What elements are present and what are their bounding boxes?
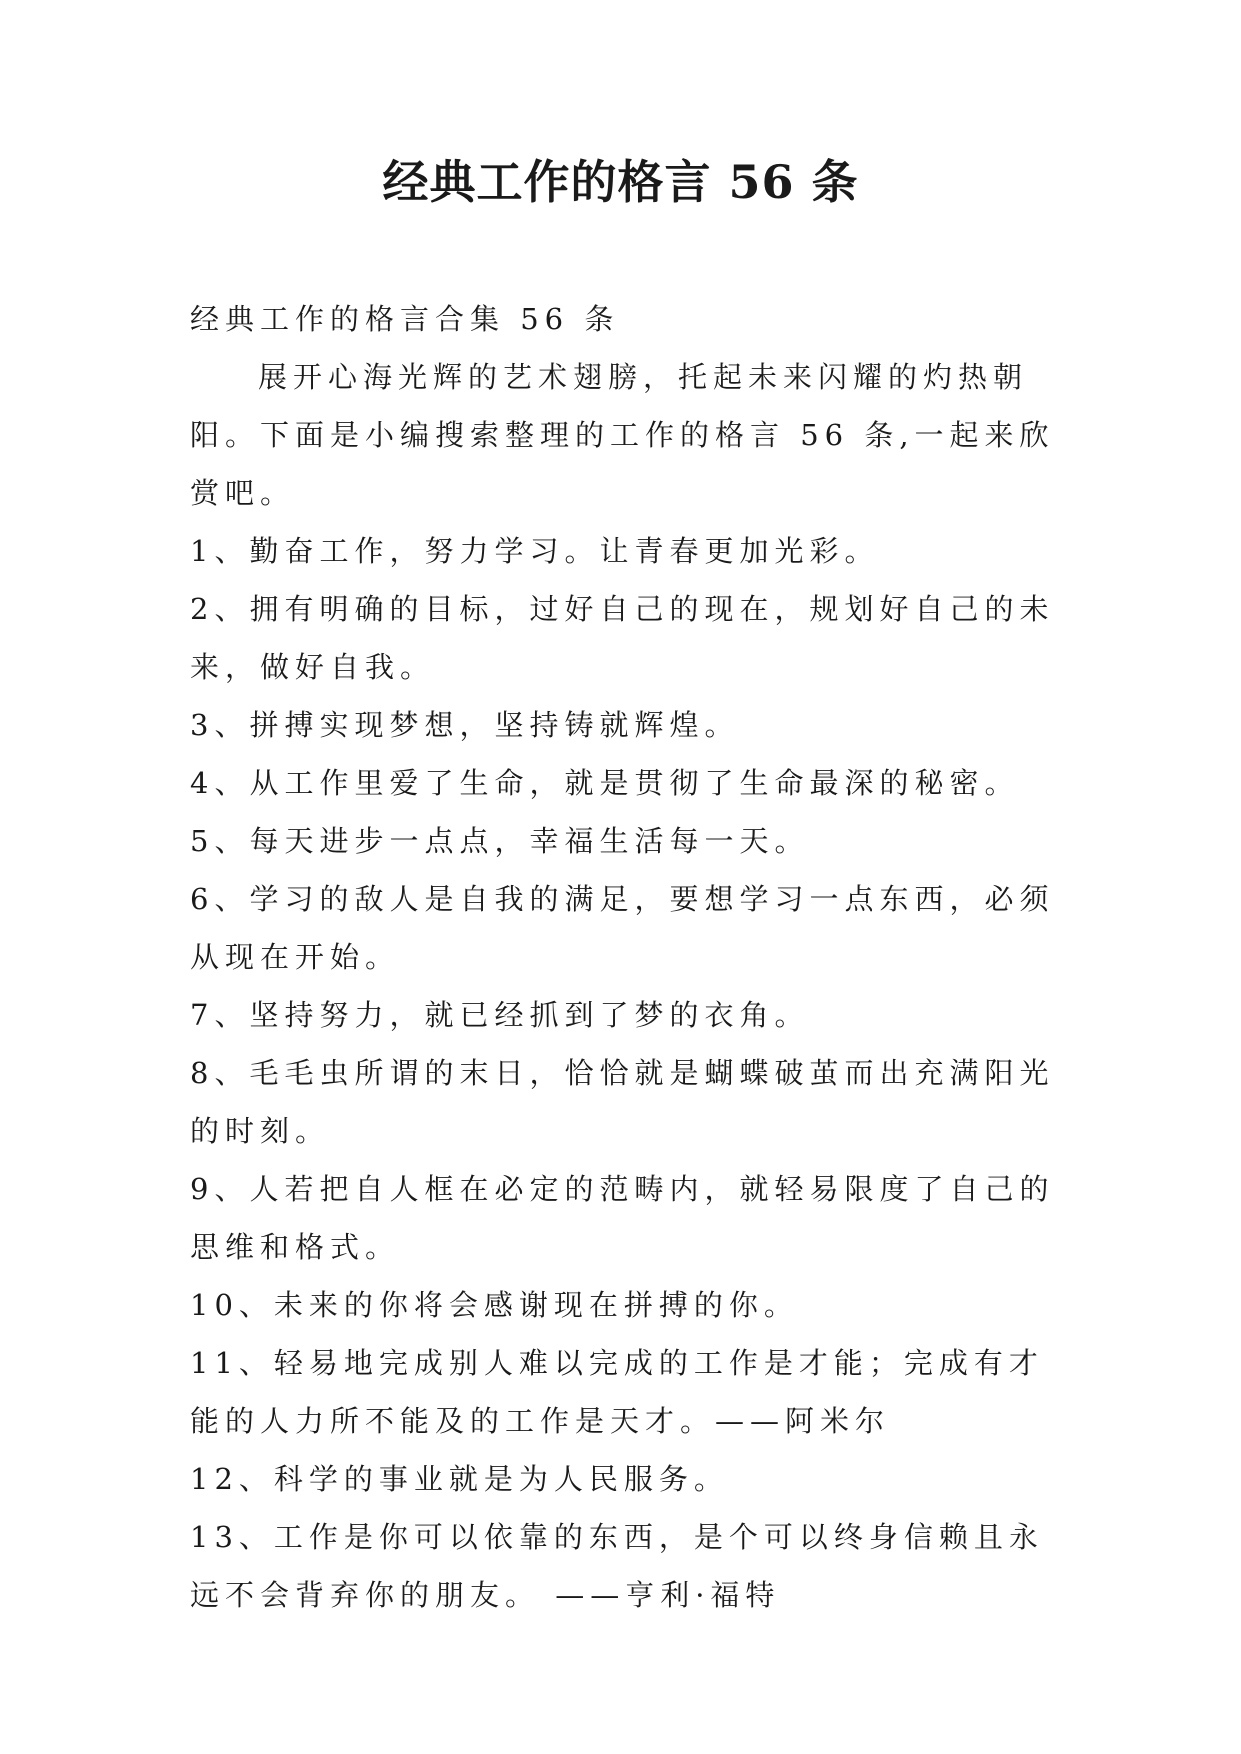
quote-item-8: 8、毛毛虫所谓的末日，恰恰就是蝴蝶破茧而出充满阳光的时刻。 — [190, 1056, 1055, 1148]
quote-item-2: 2、拥有明确的目标，过好自己的现在，规划好自己的未来，做好自我。 — [190, 592, 1055, 684]
document-subtitle: 经典工作的格言合集 56 条 — [190, 302, 620, 336]
intro-paragraph: 展开心海光辉的艺术翅膀，托起未来闪耀的灼热朝阳。下面是小编搜索整理的工作的格言 56 条,一起来欣赏吧。 — [190, 360, 1055, 510]
quote-item-7: 7、坚持努力，就已经抓到了梦的衣角。 — [190, 998, 810, 1032]
quote-item-13: 13、工作是你可以依靠的东西，是个可以终身信赖且永远不会背弃你的朋友。 ——亨利·福特 — [190, 1520, 1044, 1612]
quote-item-6: 6、学习的敌人是自我的满足，要想学习一点东西，必须从现在开始。 — [190, 882, 1055, 974]
quote-item-11: 11、轻易地完成别人难以完成的工作是才能；完成有才能的人力所不能及的工作是天才。——阿米尔 — [190, 1346, 1044, 1438]
quote-item-10: 10、未来的你将会感谢现在拼搏的你。 — [190, 1288, 799, 1322]
quote-item-9: 9、人若把自人框在必定的范畴内，就轻易限度了自己的思维和格式。 — [190, 1172, 1055, 1264]
document-title: 经典工作的格言 56 条 — [382, 155, 859, 209]
quote-item-3: 3、拼搏实现梦想，坚持铸就辉煌。 — [190, 708, 740, 742]
quote-item-1: 1、勤奋工作，努力学习。让青春更加光彩。 — [190, 534, 880, 568]
quote-item-12: 12、科学的事业就是为人民服务。 — [190, 1462, 729, 1496]
document-body — [190, 290, 1070, 1624]
quote-item-4: 4、从工作里爱了生命，就是贯彻了生命最深的秘密。 — [190, 766, 1020, 800]
quote-item-5: 5、每天进步一点点，幸福生活每一天。 — [190, 824, 810, 858]
